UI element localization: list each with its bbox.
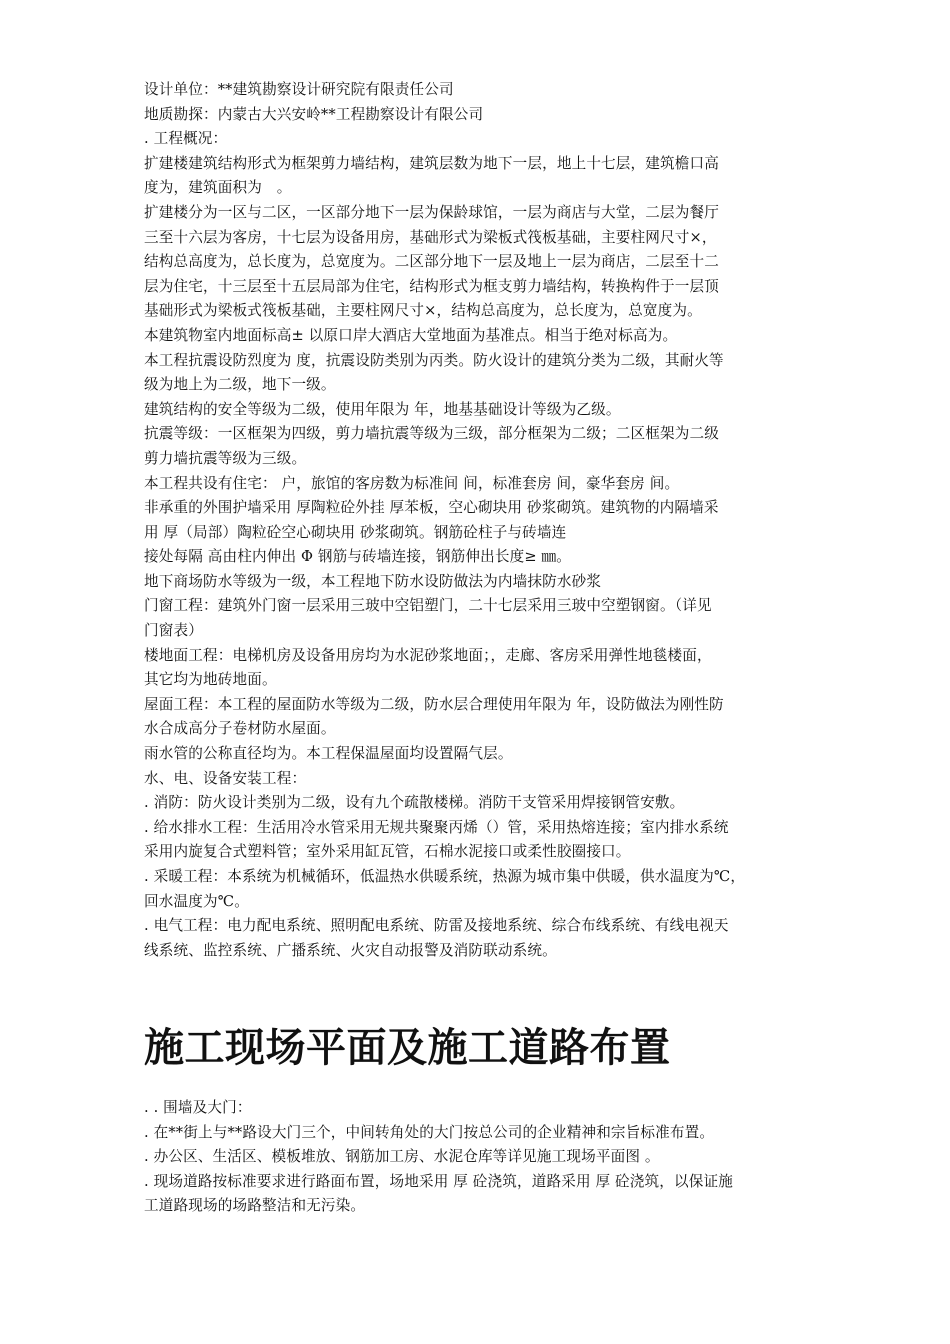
text-line: 用 厚（局部）陶粒砼空心砌块用 砂浆砌筑。钢筋砼柱子与砖墙连 [144,523,567,541]
text-line: 其它均为地砖地面。 [144,671,277,689]
text-line: . 工程概况： [144,130,228,148]
text-line: 回水温度为℃。 [144,892,249,910]
text-line: 度为，建筑面积为 。 [144,179,292,197]
text-line: 扩建楼分为一区与二区，一区部分地下一层为保龄球馆，一层为商店与大堂，二层为餐厅 [144,203,720,221]
site-layout-text [144,1096,816,1219]
text-line: 屋面工程：本工程的屋面防水等级为二级，防水层合理使用年限为 年，设防做法为刚性防 [144,695,724,713]
text-line: 非承重的外围护墙采用 厚陶粒砼外挂 厚苯板，空心砌块用 砂浆砌筑。建筑物的内隔墙采 [144,499,719,517]
text-line: 水、电、设备安装工程： [144,769,307,787]
text-line: . 消防：防火设计类别为二级，设有九个疏散楼梯。消防干支管采用焊接钢管安敷。 [144,794,685,812]
text-line: . 在**街上与**路设大门三个，中间转角处的大门按总公司的企业精神和宗旨标准布置。 [144,1123,715,1141]
text-line: 建筑结构的安全等级为二级，使用年限为 年，地基基础设计等级为乙级。 [144,400,621,418]
text-line: 设计单位：**建筑勘察设计研究院有限责任公司 [144,81,454,98]
text-line: 水合成高分子卷材防水屋面。 [144,720,336,738]
text-line: 线系统、监控系统、广播系统、火灾自动报警及消防联动系统。 [144,941,557,959]
text-line: 门窗工程：建筑外门窗一层采用三玻中空铝塑门，二十七层采用三玻中空塑钢窗。（详见 [144,597,712,615]
text-line: . . 围墙及大门： [144,1099,252,1116]
text-line: 本工程抗震设防烈度为 度，抗震设防类别为丙类。防火设计的建筑分类为二级，其耐火等 [144,351,724,369]
text-line: . 给水排水工程：生活用冷水管采用无规共聚聚丙烯（）管，采用热熔连接；室内排水系统 [144,818,729,836]
text-line: 扩建楼建筑结构形式为框架剪力墙结构，建筑层数为地下一层，地上十七层，建筑檐口高 [144,154,720,172]
text-line: 本工程共设有住宅： 户，旅馆的客房数为标准间 间，标准套房 间，豪华套房 间。 [144,474,680,492]
text-line: 门窗表） [144,622,203,640]
text-line: 抗震等级：一区框架为四级，剪力墙抗震等级为三级，部分框架为二级；二区框架为二级 [144,425,720,443]
text-line: . 电气工程：电力配电系统、照明配电系统、防雷及接地系统、综合布线系统、有线电视天 [144,917,729,935]
text-line: 基础形式为梁板式筏板基础，主要柱网尺寸×，结构总高度为，总长度为，总宽度为。 [144,302,702,320]
text-line: 三至十六层为客房，十七层为设备用房，基础形式为梁板式筏板基础，主要柱网尺寸×， [144,228,717,246]
text-line: 楼地面工程：电梯机房及设备用房均为水泥砂浆地面；，走廊、客房采用弹性地毯楼面， [144,646,712,664]
project-overview-text [144,78,816,963]
text-line: 采用内旋复合式塑料管；室外采用缸瓦管，石棉水泥接口或柔性胶圈接口。 [144,843,631,861]
text-line: 地质勘探：内蒙古大兴安岭**工程勘察设计有限公司 [144,105,484,123]
text-line: 级为地上为二级，地下一级。 [144,376,336,394]
text-line: 层为住宅，十三层至十五层局部为住宅，结构形式为框支剪力墙结构，转换构件于一层顶 [144,277,720,295]
text-line: 结构总高度为，总长度为，总宽度为。二区部分地下一层及地上一层为商店，二层至十二 [144,253,720,271]
text-line: . 采暖工程：本系统为机械循环，低温热水供暖系统，热源为城市集中供暖，供水温度为℃， [144,868,746,885]
text-line: 本建筑物室内地面标高± 以原口岸大酒店大堂地面为基准点。相当于绝对标高为。 [144,326,678,344]
text-line: 接处每隔 高由柱内伸出 Φ 钢筋与砖墙连接，钢筋伸出长度≥ ㎜。 [144,548,571,566]
text-line: . 现场道路按标准要求进行路面布置，场地采用 厚 砼浇筑，道路采用 厚 砼浇筑，以保证施 [144,1172,733,1190]
text-line: 工道路现场的场路整洁和无污染。 [144,1197,366,1215]
text-line: 雨水管的公称直径均为。本工程保温屋面均设置隔气层。 [144,745,513,763]
text-line: 地下商场防水等级为一级，本工程地下防水设防做法为内墙抹防水砂浆 [144,572,602,590]
section-heading: 施工现场平面及施工道路布置 [144,1025,671,1071]
text-line: . 办公区、生活区、模板堆放、钢筋加工房、水泥仓库等详见施工现场平面图 。 [144,1148,660,1166]
text-line: 剪力墙抗震等级为三级。 [144,449,307,467]
